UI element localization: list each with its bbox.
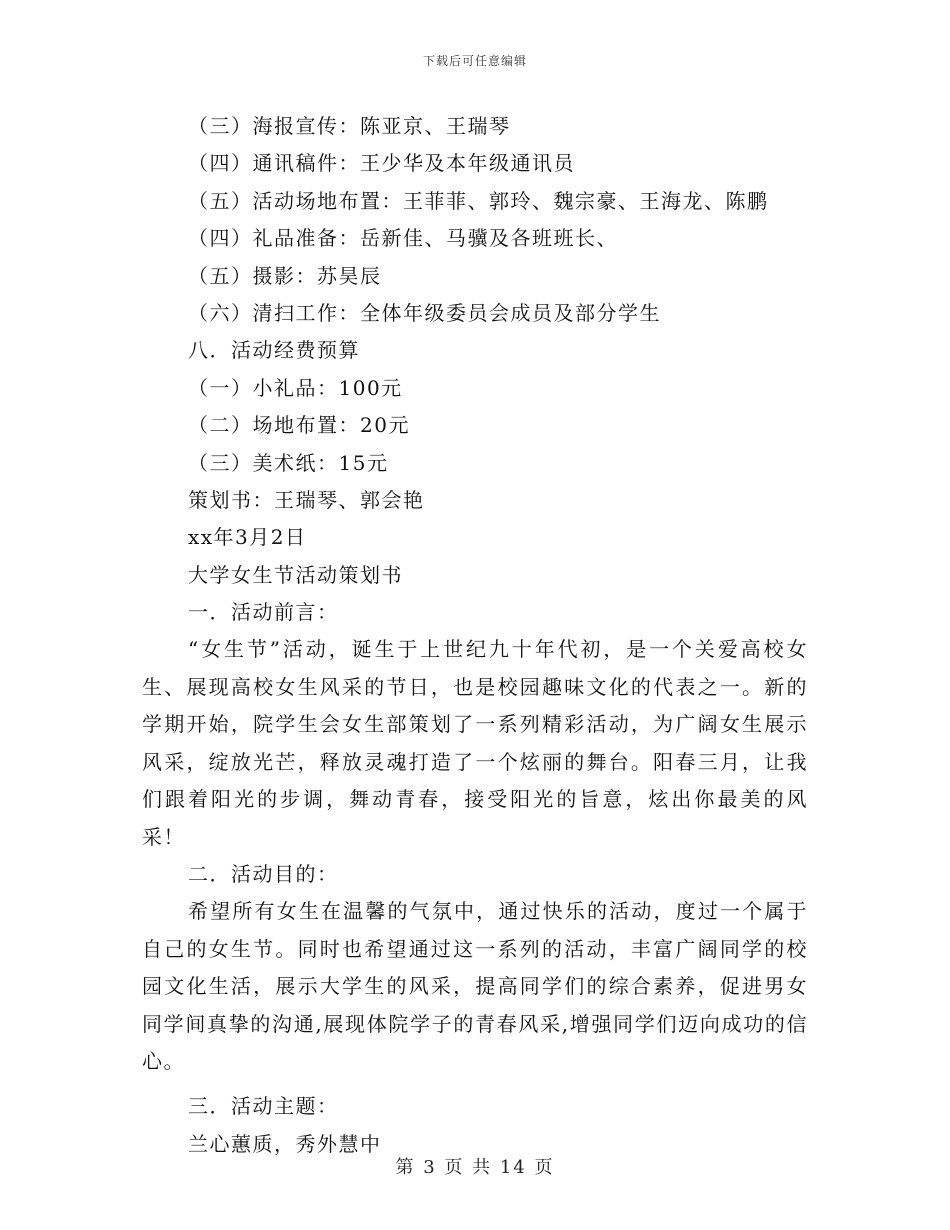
list-item: （五）活动场地布置：王菲菲、郭玲、魏宗豪、王海龙、陈鹏: [188, 188, 769, 213]
date-line: xx年3月2日: [188, 525, 307, 550]
paragraph-preface: “女生节”活动，诞生于上世纪九十年代初，是一个关爱高校女生、展现高校女生风采的节日，也是校园趣味文化的代表之一。新的学期开始，院学生会女生部策划了一系列精彩活动，为广阔女生展示风采，绽放光芒，释放灵魂打造了一个炫丽的舞台。阳春三月，让我们跟着阳光的步调，舞动青春，接受阳光的旨意，炫出你最美的风采！: [142, 637, 808, 849]
section-heading: 二．活动目的：: [188, 861, 339, 886]
list-item: （五）摄影：苏昊辰: [188, 263, 382, 288]
list-item: （三）美术纸：15元: [188, 450, 389, 475]
document-body: [142, 108, 808, 1163]
section-heading: 一．活动前言：: [188, 600, 339, 625]
list-item: （四）礼品准备：岳新佳、马骥及各班班长、: [188, 226, 618, 251]
theme-text: 兰心蕙质，秀外慧中: [188, 1131, 382, 1156]
list-item: （四）通讯稿件：王少华及本年级通讯员: [188, 151, 575, 176]
header-note: 下载后可任意编辑: [422, 54, 527, 68]
section-heading: 三．活动主题：: [188, 1094, 339, 1119]
document-title: 大学女生节活动策划书: [188, 562, 403, 587]
list-item: （二）场地布置：20元: [188, 413, 410, 438]
paragraph-purpose: 希望所有女生在温馨的气氛中，通过快乐的活动，度过一个属于自己的女生节。同时也希望通过这一系列的活动，丰富广阔同学的校园文化生活，展示大学生的风采，提高同学们的综合素养，促进男女同学间真挚的沟通,展现体院学子的青春风采,增强同学们迈向成功的信心。: [142, 899, 808, 1073]
section-heading: 八．活动经费预算: [188, 338, 360, 363]
author-line: 策划书：王瑞琴、郭会艳: [188, 487, 425, 512]
page-number: 第 3 页 共 14 页: [395, 1157, 555, 1178]
list-item: （一）小礼品：100元: [188, 375, 403, 400]
list-item: （三）海报宣传：陈亚京、王瑞琴: [188, 114, 511, 138]
list-item: （六）清扫工作：全体年级委员会成员及部分学生: [188, 300, 661, 325]
